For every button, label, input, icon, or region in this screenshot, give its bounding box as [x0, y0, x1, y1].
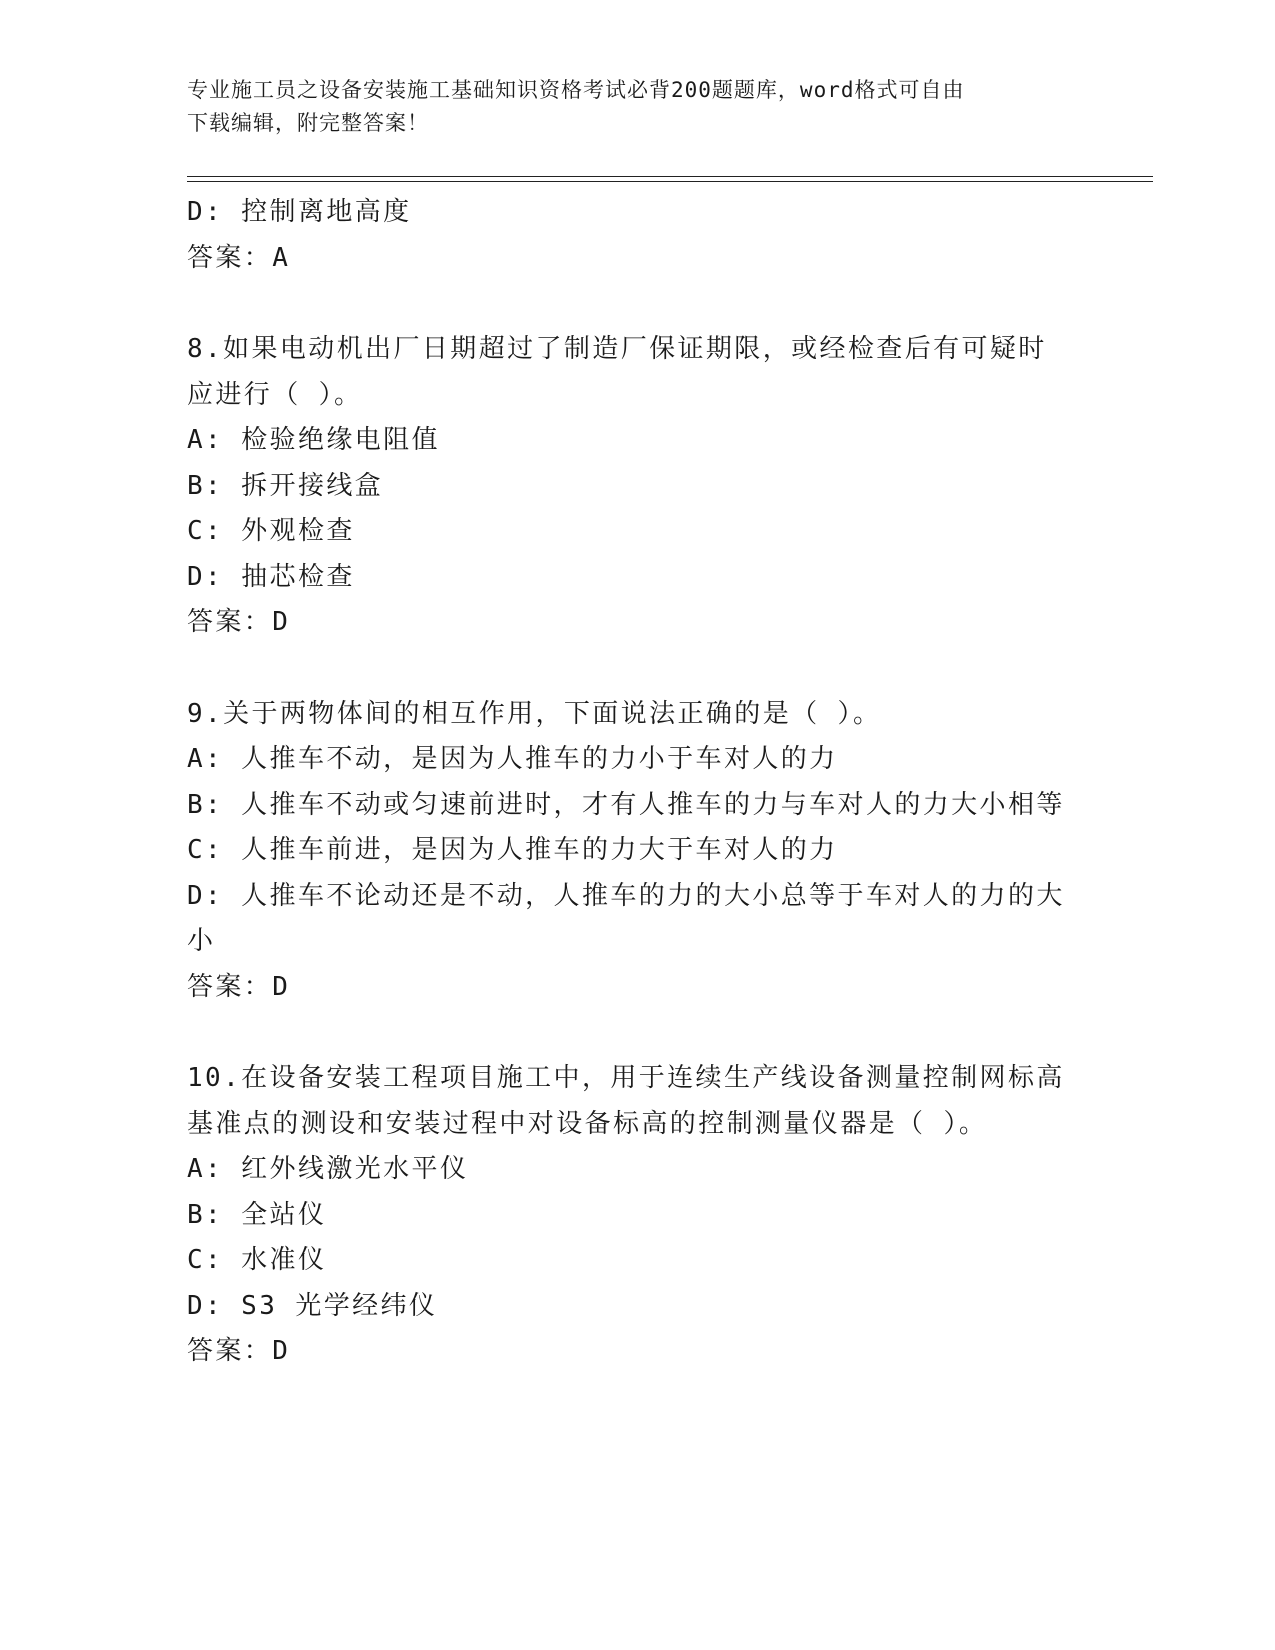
option-d-continuation: 小: [187, 926, 216, 956]
option-c: C: 人推车前进，是因为人推车的力大于车对人的力: [187, 835, 838, 865]
option-d: D: 人推车不论动还是不动，人推车的力的大小总等于车对人的力的大: [187, 880, 1065, 911]
option-c: C: 外观检查: [187, 516, 355, 546]
option-b: B: 全站仪: [187, 1199, 327, 1230]
question-answer: 答案：D: [187, 1336, 291, 1366]
question-8: [187, 327, 1087, 646]
option-a: A: 检验绝缘电阻值: [187, 425, 440, 455]
header-title-line-2: 下载编辑，附完整答案！: [187, 111, 429, 135]
option-d: D: S3 光学经纬仪: [187, 1290, 438, 1321]
spacer: [187, 281, 1087, 327]
prev-question-option-d: D: 控制离地高度: [187, 197, 412, 227]
header-divider-top: [187, 176, 1153, 177]
prev-question-answer: 答案：A: [187, 242, 291, 273]
option-b: B: 人推车不动或匀速前进时，才有人推车的力与车对人的力大小相等: [187, 789, 1065, 820]
option-a: A: 人推车不动，是因为人推车的力小于车对人的力: [187, 744, 838, 774]
question-9: [187, 692, 1087, 1011]
option-a: A: 红外线激光水平仪: [187, 1154, 469, 1184]
question-answer: 答案：D: [187, 607, 291, 637]
option-d: D: 抽芯检查: [187, 561, 355, 592]
question-stem: 8.如果电动机出厂日期超过了制造厂保证期限，或经检查后有可疑时: [187, 334, 1047, 364]
header-title-line-1: 专业施工员之设备安装施工基础知识资格考试必背200题题库，word格式可自由: [187, 78, 965, 102]
question-stem: 10.在设备安装工程项目施工中，用于连续生产线设备测量控制网标高: [187, 1063, 1065, 1093]
question-stem: 9.关于两物体间的相互作用，下面说法正确的是（ ）。: [187, 698, 882, 729]
spacer: [187, 1010, 1087, 1056]
question-stem: 基准点的测设和安装过程中对设备标高的控制测量仪器是（ ）。: [187, 1108, 988, 1139]
option-c: C: 水准仪: [187, 1245, 327, 1275]
question-stem: 应进行（ ）。: [187, 379, 363, 410]
option-b: B: 拆开接线盒: [187, 470, 384, 501]
spacer: [187, 646, 1087, 692]
document-header: [187, 74, 1067, 140]
header-divider-bottom: [187, 181, 1153, 182]
question-10: [187, 1056, 1087, 1375]
question-content: [187, 190, 1087, 1375]
question-answer: 答案：D: [187, 971, 291, 1002]
